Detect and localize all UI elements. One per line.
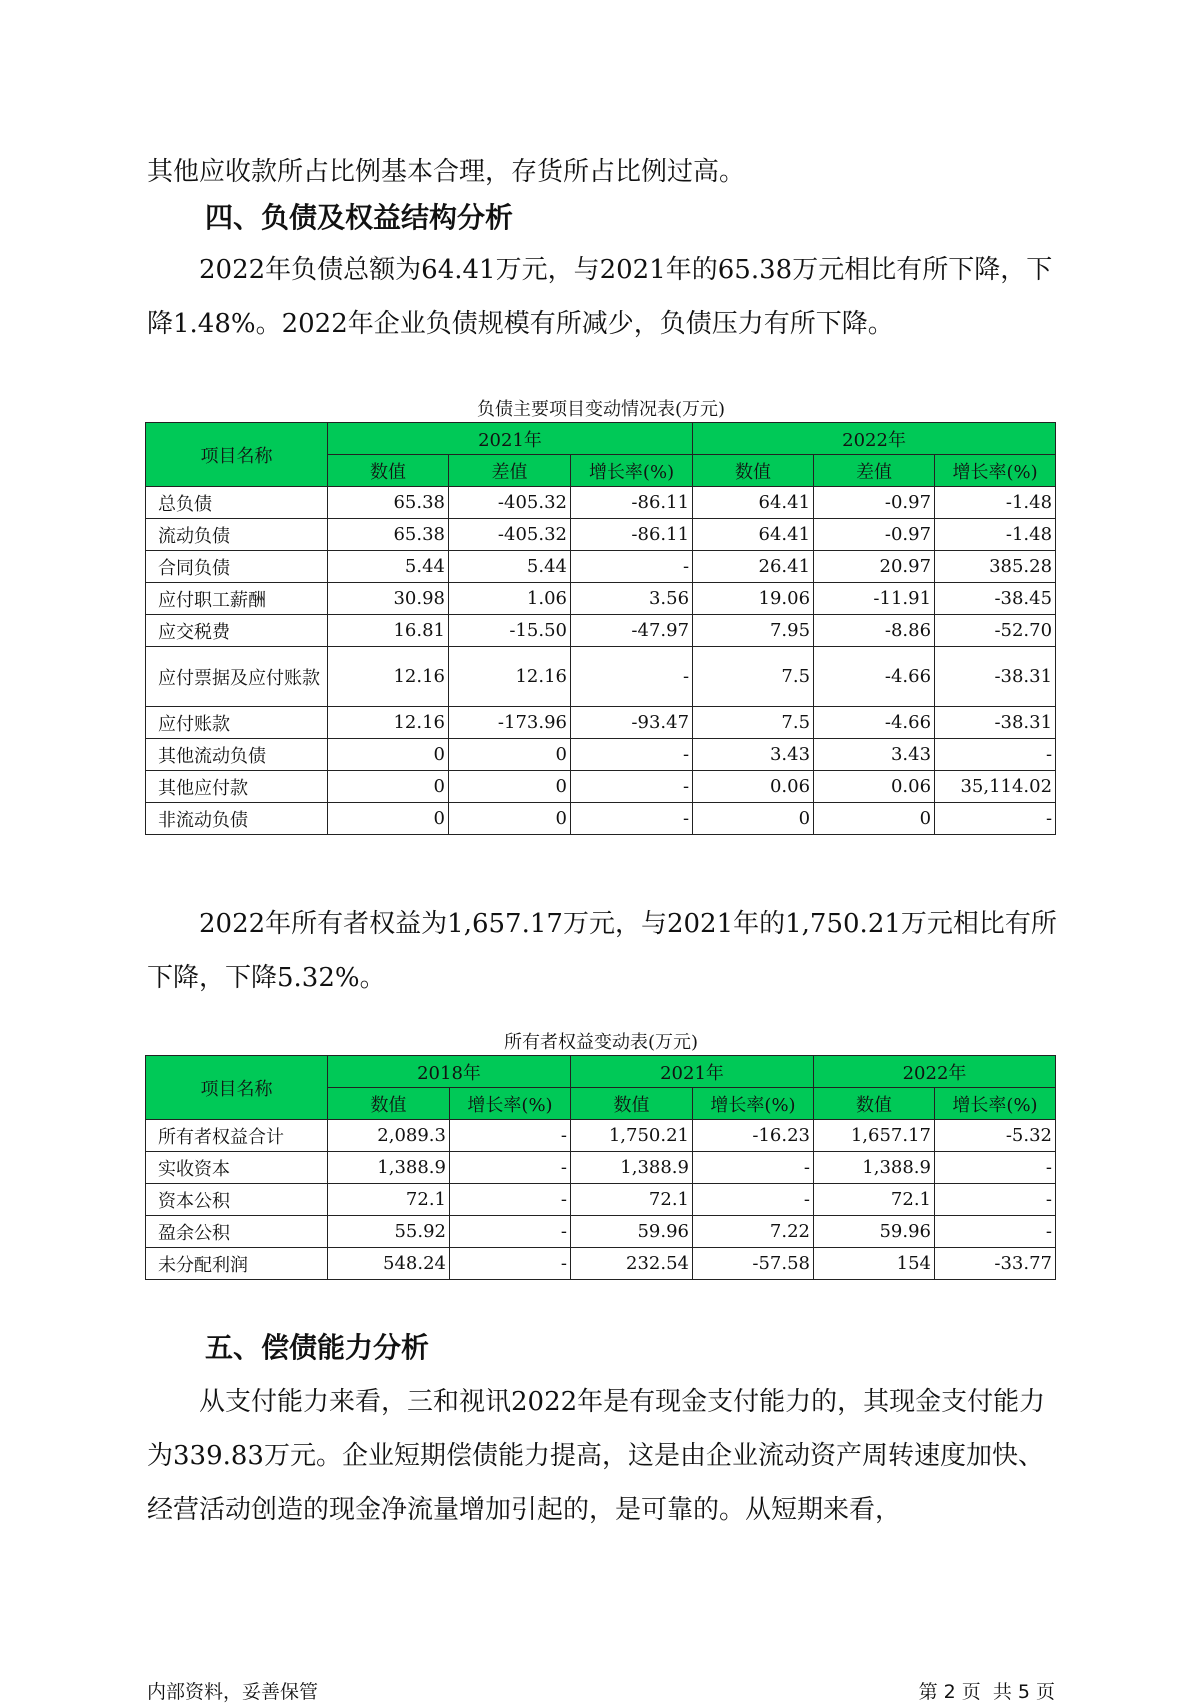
table-cell: 72.1 xyxy=(328,1184,450,1216)
table-cell: - xyxy=(693,1152,814,1184)
table-cell: 1,750.21 xyxy=(571,1120,693,1152)
table-row xyxy=(146,519,1056,551)
equity-sub-header: 增长率(%) xyxy=(935,1088,1056,1120)
table-row xyxy=(146,1184,1056,1216)
intro-line: 其他应收款所占比例基本合理，存货所占比例过高。 xyxy=(147,157,746,187)
row-label: 实收资本 xyxy=(146,1152,328,1184)
liability-sub-header: 数值 xyxy=(328,455,449,487)
table-cell: -38.31 xyxy=(935,647,1056,707)
table-cell: -47.97 xyxy=(571,615,693,647)
section-4-heading: 四、负债及权益结构分析 xyxy=(205,201,514,234)
table-row xyxy=(146,1152,1056,1184)
table-row xyxy=(146,615,1056,647)
table-cell: 59.96 xyxy=(814,1216,935,1248)
table-cell: 64.41 xyxy=(693,487,814,519)
table-cell: 0 xyxy=(449,739,571,771)
table-cell: -52.70 xyxy=(935,615,1056,647)
table-cell: 3.56 xyxy=(571,583,693,615)
table-cell: 232.54 xyxy=(571,1248,693,1280)
table-cell: -33.77 xyxy=(935,1248,1056,1280)
table-cell: 12.16 xyxy=(449,647,571,707)
table-cell: -93.47 xyxy=(571,707,693,739)
table-cell: 385.28 xyxy=(935,551,1056,583)
table-cell: 2,089.3 xyxy=(328,1120,450,1152)
row-label: 应付账款 xyxy=(146,707,328,739)
table-cell: 65.38 xyxy=(328,519,449,551)
table-cell: 0 xyxy=(693,803,814,835)
table-cell: - xyxy=(450,1184,571,1216)
table-cell: 16.81 xyxy=(328,615,449,647)
table-cell: 548.24 xyxy=(328,1248,450,1280)
table-cell: -86.11 xyxy=(571,519,693,551)
table-cell: 7.5 xyxy=(693,707,814,739)
row-label: 非流动负债 xyxy=(146,803,328,835)
table-row xyxy=(146,707,1056,739)
row-label: 所有者权益合计 xyxy=(146,1120,328,1152)
equity-sub-header: 增长率(%) xyxy=(450,1088,571,1120)
table-cell: - xyxy=(935,1152,1056,1184)
equity-item-header: 项目名称 xyxy=(146,1056,328,1120)
table-cell: - xyxy=(450,1120,571,1152)
equity-table-caption: 所有者权益变动表(万元) xyxy=(503,1032,699,1053)
equity-paragraph: 2022年所有者权益为1,657.17万元，与2021年的1,750.21万元相比有所下降，下降5.32%。 xyxy=(147,909,1057,993)
equity-sub-header: 增长率(%) xyxy=(693,1088,814,1120)
row-label: 应付票据及应付账款 xyxy=(146,647,328,707)
equity-table xyxy=(145,1055,1056,1280)
table-row xyxy=(146,647,1056,707)
liability-table xyxy=(145,422,1056,835)
table-cell: - xyxy=(450,1216,571,1248)
table-cell: -405.32 xyxy=(449,519,571,551)
table-cell: 12.16 xyxy=(328,647,449,707)
table-cell: 5.44 xyxy=(328,551,449,583)
equity-table-body xyxy=(146,1120,1056,1280)
section-4-paragraph: 2022年负债总额为64.41万元，与2021年的65.38万元相比有所下降，下降1.48%。2022年企业负债规模有所减少，负债压力有所下降。 xyxy=(147,255,1053,339)
table-cell: - xyxy=(935,1184,1056,1216)
table-cell: - xyxy=(571,803,693,835)
table-cell: -38.45 xyxy=(935,583,1056,615)
table-cell: -0.97 xyxy=(814,519,935,551)
table-cell: 7.5 xyxy=(693,647,814,707)
table-row xyxy=(146,487,1056,519)
liability-table-caption: 负债主要项目变动情况表(万元) xyxy=(476,399,726,420)
table-cell: - xyxy=(571,647,693,707)
table-row xyxy=(146,771,1056,803)
equity-sub-header: 数值 xyxy=(814,1088,935,1120)
table-row xyxy=(146,803,1056,835)
table-cell: 26.41 xyxy=(693,551,814,583)
table-cell: -1.48 xyxy=(935,487,1056,519)
liability-sub-header: 差值 xyxy=(449,455,571,487)
table-cell: -5.32 xyxy=(935,1120,1056,1152)
liability-sub-header: 增长率(%) xyxy=(571,455,693,487)
equity-year-header: 2021年 xyxy=(571,1056,814,1088)
table-cell: 1.06 xyxy=(449,583,571,615)
table-row xyxy=(146,1216,1056,1248)
table-cell: 55.92 xyxy=(328,1216,450,1248)
table-cell: 5.44 xyxy=(449,551,571,583)
table-cell: -57.58 xyxy=(693,1248,814,1280)
table-cell: 3.43 xyxy=(814,739,935,771)
table-cell: 20.97 xyxy=(814,551,935,583)
liability-sub-header: 数值 xyxy=(693,455,814,487)
equity-sub-header: 数值 xyxy=(571,1088,693,1120)
table-cell: -0.97 xyxy=(814,487,935,519)
table-cell: 154 xyxy=(814,1248,935,1280)
table-cell: 1,388.9 xyxy=(814,1152,935,1184)
table-cell: 59.96 xyxy=(571,1216,693,1248)
row-label: 应交税费 xyxy=(146,615,328,647)
row-label: 未分配利润 xyxy=(146,1248,328,1280)
table-row xyxy=(146,551,1056,583)
table-cell: - xyxy=(693,1184,814,1216)
equity-year-header: 2022年 xyxy=(814,1056,1056,1088)
table-cell: 72.1 xyxy=(814,1184,935,1216)
equity-sub-header: 数值 xyxy=(328,1088,450,1120)
table-cell: -405.32 xyxy=(449,487,571,519)
table-cell: -4.66 xyxy=(814,707,935,739)
table-cell: 0 xyxy=(449,803,571,835)
table-row xyxy=(146,1248,1056,1280)
table-row xyxy=(146,1120,1056,1152)
liability-sub-header: 差值 xyxy=(814,455,935,487)
row-label: 应付职工薪酬 xyxy=(146,583,328,615)
liability-sub-header: 增长率(%) xyxy=(935,455,1056,487)
row-label: 总负债 xyxy=(146,487,328,519)
table-cell: 65.38 xyxy=(328,487,449,519)
table-cell: 35,114.02 xyxy=(935,771,1056,803)
row-label: 流动负债 xyxy=(146,519,328,551)
table-cell: 30.98 xyxy=(328,583,449,615)
table-cell: 7.22 xyxy=(693,1216,814,1248)
row-label: 其他流动负债 xyxy=(146,739,328,771)
table-cell: - xyxy=(450,1152,571,1184)
table-cell: -173.96 xyxy=(449,707,571,739)
table-cell: 3.43 xyxy=(693,739,814,771)
table-cell: -1.48 xyxy=(935,519,1056,551)
liability-year-header: 2021年 xyxy=(328,423,693,455)
table-cell: 1,388.9 xyxy=(328,1152,450,1184)
table-cell: 0 xyxy=(328,739,449,771)
row-label: 盈余公积 xyxy=(146,1216,328,1248)
table-cell: 0.06 xyxy=(814,771,935,803)
table-cell: 64.41 xyxy=(693,519,814,551)
table-cell: - xyxy=(935,803,1056,835)
table-cell: - xyxy=(571,771,693,803)
table-cell: 0 xyxy=(328,803,449,835)
table-cell: 0 xyxy=(328,771,449,803)
table-cell: - xyxy=(450,1248,571,1280)
table-cell: 0.06 xyxy=(693,771,814,803)
footer-left-note: 内部资料，妥善保管 xyxy=(147,1681,319,1703)
table-cell: -8.86 xyxy=(814,615,935,647)
equity-year-header: 2018年 xyxy=(328,1056,571,1088)
liability-item-header: 项目名称 xyxy=(146,423,328,487)
table-cell: 0 xyxy=(449,771,571,803)
table-cell: 1,388.9 xyxy=(571,1152,693,1184)
section-5-paragraph: 从支付能力来看，三和视讯2022年是有现金支付能力的，其现金支付能力为339.83万元。企业短期偿债能力提高，这是由企业流动资产周转速度加快、经营活动创造的现金净流量增加引起的，是可靠的。从短期来看， xyxy=(147,1387,1046,1525)
table-cell: - xyxy=(935,1216,1056,1248)
table-cell: 12.16 xyxy=(328,707,449,739)
table-cell: -4.66 xyxy=(814,647,935,707)
table-cell: -86.11 xyxy=(571,487,693,519)
liability-year-header: 2022年 xyxy=(693,423,1056,455)
table-cell: -15.50 xyxy=(449,615,571,647)
table-row xyxy=(146,739,1056,771)
row-label: 资本公积 xyxy=(146,1184,328,1216)
table-cell: - xyxy=(571,739,693,771)
table-cell: 72.1 xyxy=(571,1184,693,1216)
section-5-heading: 五、偿债能力分析 xyxy=(205,1331,430,1364)
table-cell: -11.91 xyxy=(814,583,935,615)
row-label: 其他应付款 xyxy=(146,771,328,803)
table-cell: - xyxy=(935,739,1056,771)
liability-table-body xyxy=(146,487,1056,835)
table-cell: 1,657.17 xyxy=(814,1120,935,1152)
table-cell: 7.95 xyxy=(693,615,814,647)
table-row xyxy=(146,583,1056,615)
table-cell: 19.06 xyxy=(693,583,814,615)
table-cell: 0 xyxy=(814,803,935,835)
table-cell: -38.31 xyxy=(935,707,1056,739)
row-label: 合同负债 xyxy=(146,551,328,583)
table-cell: - xyxy=(571,551,693,583)
footer-page-number: 第 2 页 共 5 页 xyxy=(918,1681,1055,1703)
table-cell: -16.23 xyxy=(693,1120,814,1152)
